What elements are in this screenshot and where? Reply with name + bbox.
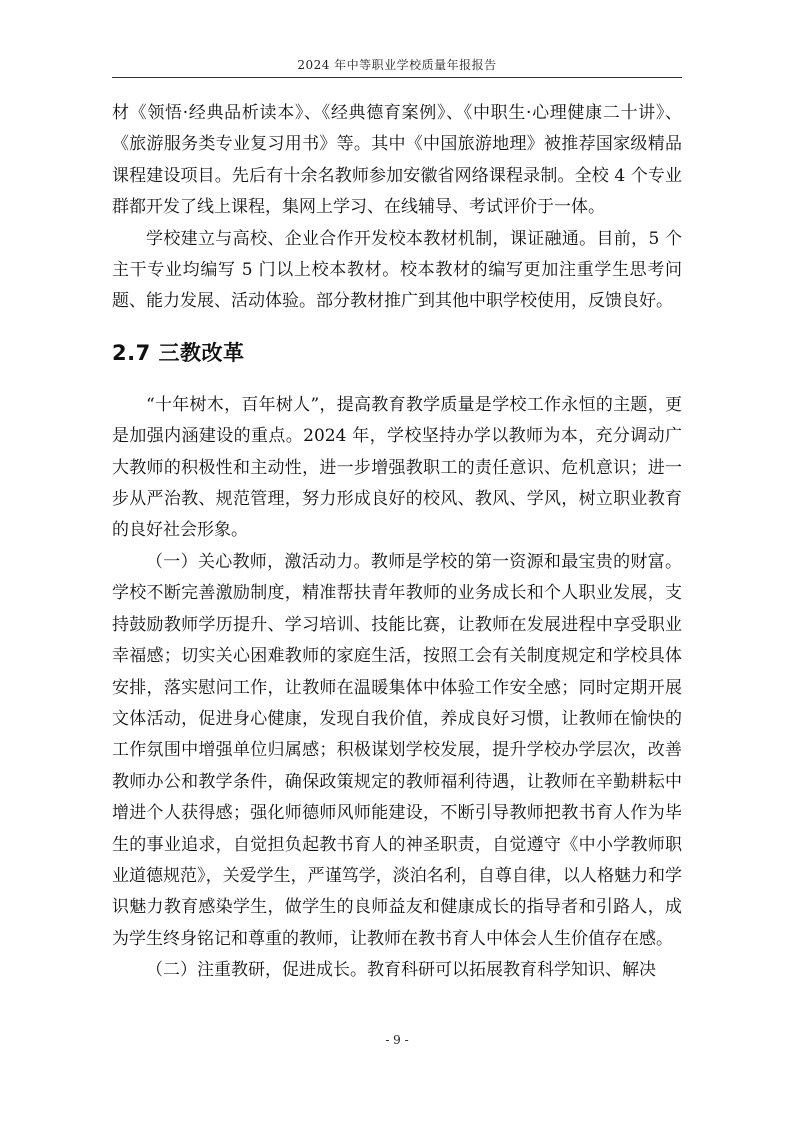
page-number: - 9 - <box>385 1033 409 1047</box>
header-divider <box>112 77 682 78</box>
page-header: 2024 年中等职业学校质量年报报告 <box>297 58 497 72</box>
section-heading: 2.7 三教改革 <box>112 340 245 365</box>
paragraph-teaching-research: （二）注重教研，促进成长。教育科研可以拓展教育科学知识、解决 <box>146 960 656 981</box>
paragraph-textbooks: 材《领悟·经典品析读本》、《经典德育案例》、《中职生·心理健康二十讲》、《旅游服务类专业复习用书》等。其中《中国旅游地理》被推荐国家级精品课程建设项目。先后有十余名教师参加安徽省网络课程录制。全校 4 个专业群都开发了线上课程，集网上学习、在线辅导、考试评价于一体。 <box>112 103 682 218</box>
paragraph-intro: “十年树木，百年树人”，提高教育教学质量是学校工作永恒的主题，更是加强内涵建设的重点。2024 年，学校坚持办学以教师为本，充分调动广大教师的积极性和主动性，进一步增强教职工的责任意识、危机意识；进一步从严治教、规范管理，努力形成良好的校风、教风、学风，树立职业教育的良好社会形象。 <box>112 394 682 541</box>
document-body <box>112 98 682 987</box>
paragraph-school-textbooks: 学校建立与高校、企业合作开发校本教材机制，课证融通。目前，5 个主干专业均编写 5 门以上校本教材。校本教材的编写更加注重学生思考问题、能力发展、活动体验。部分教材推广到其他中职学校使用，反馈良好。 <box>112 228 682 312</box>
paragraph-care-teachers: （一）关心教师，激活动力。教师是学校的第一资源和最宝贵的财富。学校不断完善激励制度，精准帮扶青年教师的业务成长和个人职业发展，支持鼓励教师学历提升、学习培训、技能比赛，让教师在发展进程中享受职业幸福感；切实关心困难教师的家庭生活，按照工会有关制度规定和学校具体安排，落实慰问工作，让教师在温暖集体中体验工作安全感；同时定期开展文体活动，促进身心健康，发现自我价值，养成良好习惯，让教师在愉快的工作氛围中增强单位归属感；积极谋划学校发展，提升学校办学层次，改善教师办公和教学条件，确保政策规定的教师福利待遇，让教师在辛勤耕耘中增进个人获得感；强化师德师风师能建设，不断引导教师把教书育人作为毕生的事业追求，自觉担负起教书育人的神圣职责，自觉遵守《中小学教师职业道德规范》，关爱学生，严谨笃学，淡泊名利，自尊自律，以人格魅力和学识魅力教育感染学生，做学生的良师益友和健康成长的指导者和引路人，成为学生终身铭记和尊重的教师，让教师在教书育人中体会人生价值存在感。 <box>112 551 682 949</box>
